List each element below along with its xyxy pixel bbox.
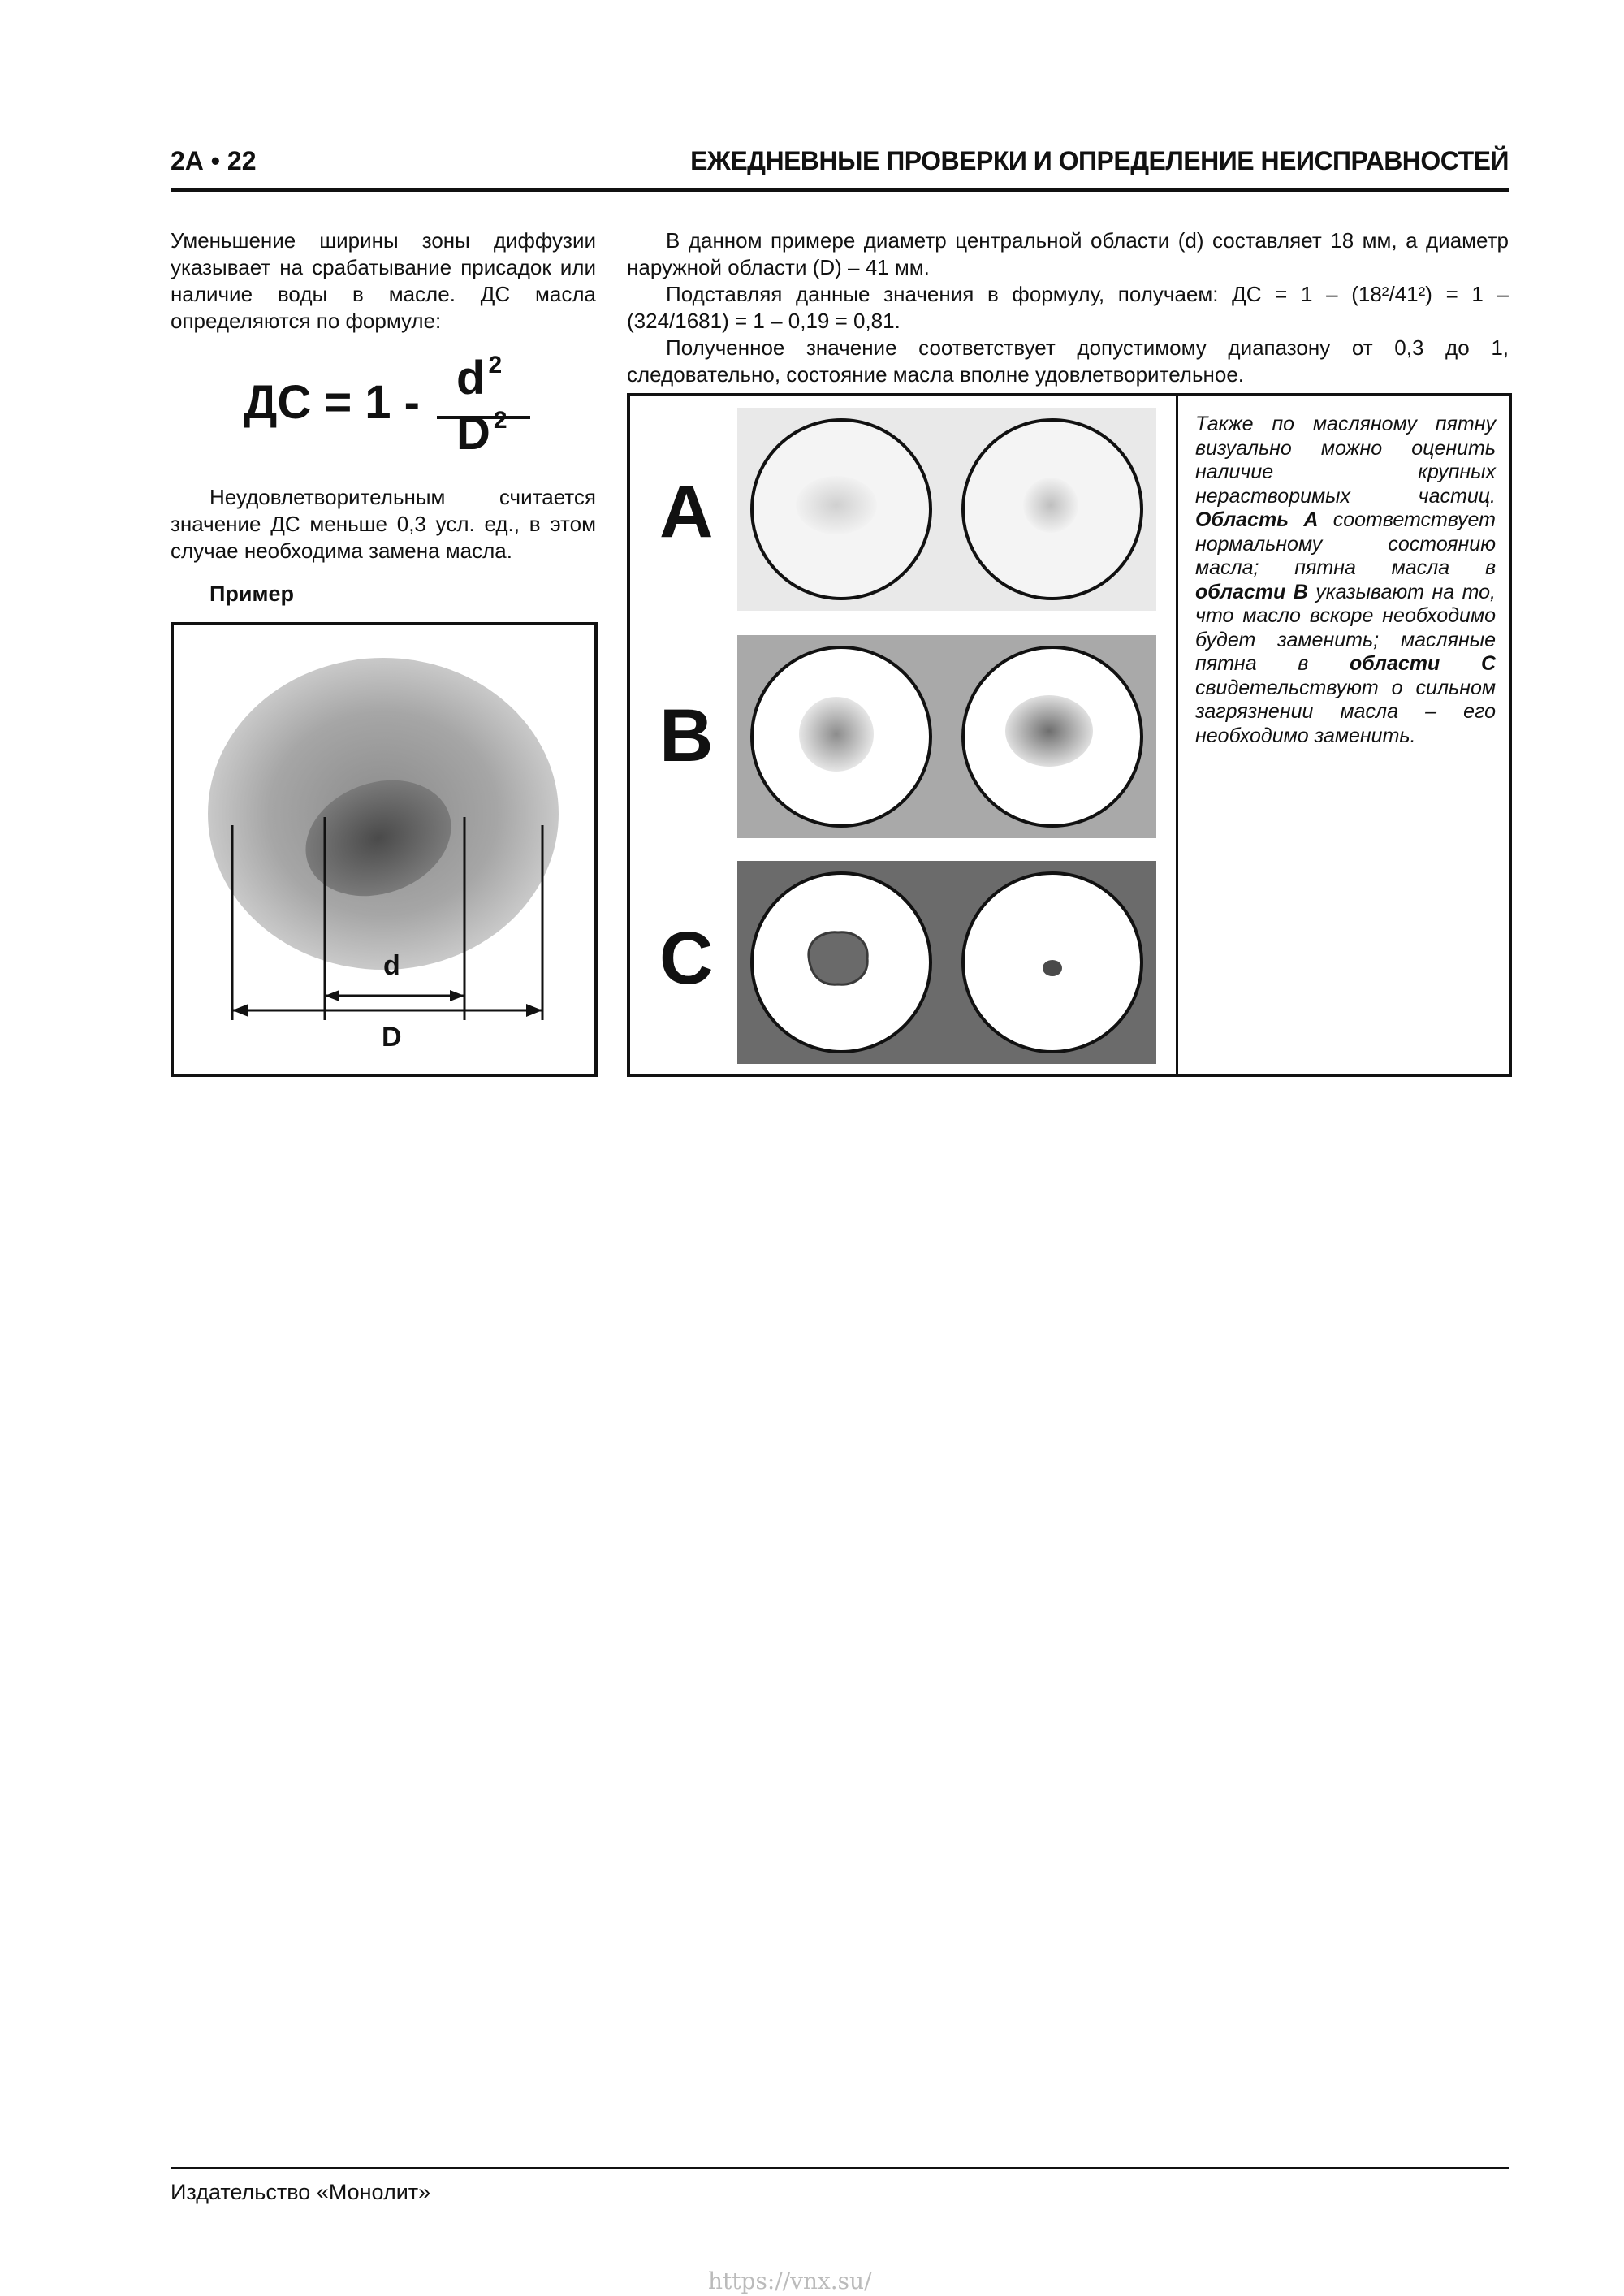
conclusion-paragraph: Полученное значение соответствует допустимому диапазону от 0,3 до 1, следовательно, состояние масла вполне удовлетворительное. <box>627 335 1509 387</box>
formula-numerator: d $^2$ <box>456 352 503 404</box>
formula <box>244 352 536 463</box>
oil-spot-diagram <box>174 625 594 1074</box>
area-b-letter: B <box>659 694 714 777</box>
calculation-paragraph: Подставляя данные значения в формулу, получаем: ДС = 1 – (18²/41²) = 1 – (324/1681) = 1 – 0,19 = 0,81. <box>627 282 1509 333</box>
oil-spot-areas-table <box>627 393 1512 1077</box>
example-label: Пример <box>209 582 294 606</box>
section-title: ЕЖЕДНЕВНЫЕ ПРОВЕРКИ И ОПРЕДЕЛЕНИЕ НЕИСПРАВНОСТЕЙ <box>690 146 1509 175</box>
inner-diameter-label: d <box>383 950 400 981</box>
publisher: Издательство «Монолит» <box>171 2180 431 2204</box>
outer-diameter-label: D <box>382 1022 402 1053</box>
example-figure <box>171 622 598 1077</box>
unsatisfactory-paragraph: Неудовлетворительным считается значение ДС меньше 0,3 усл. ед., в этом случае необходима замена масла. <box>171 485 596 563</box>
area-a-panel <box>737 408 1156 611</box>
formula-denominator: D $^2$ <box>456 407 508 460</box>
table-divider <box>1176 396 1178 1074</box>
intro-paragraph: Уменьшение ширины зоны диффузии указывает на срабатывание присадок или наличие воды в масле. ДС масла определяются по формуле: <box>171 228 596 333</box>
watermark: https://vnx.su/ <box>708 2268 872 2294</box>
right-column <box>627 227 1509 388</box>
area-c-letter: C <box>659 917 714 1000</box>
area-c-panel <box>737 861 1156 1064</box>
left-column <box>171 227 596 335</box>
header-rule <box>171 188 1509 192</box>
area-b-panel <box>737 635 1156 838</box>
example-values-paragraph: В данном примере диаметр центральной области (d) составляет 18 мм, а диаметр наружной области (D) – 41 мм. <box>627 228 1509 279</box>
page-number: 2А • 22 <box>171 146 257 175</box>
areas-note: Также по масляному пятну визуально можно оценить наличие крупных нерастворимых частиц. Область А соответствует нормальному состоянию масла; пятна масла в области В указывают на то, что масло вскоре необходимо будет заменить; масляные пятна в области С свидетельствуют о сильном загрязнении масла – его необходимо заменить. <box>1195 413 1497 747</box>
formula-lhs: ДС = 1 - <box>244 376 420 429</box>
area-a-letter: A <box>659 470 714 553</box>
footer-rule <box>171 2167 1509 2169</box>
